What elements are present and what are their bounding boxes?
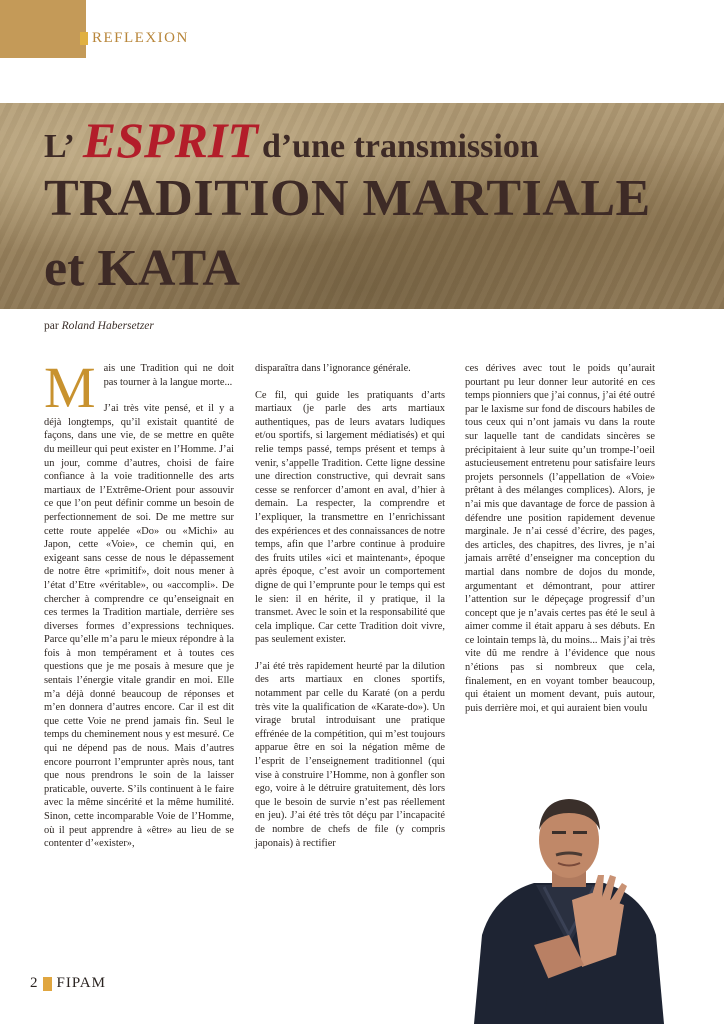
page-number: 2 — [30, 975, 39, 991]
publication-name: FIPAM — [56, 975, 106, 991]
page-footer — [30, 975, 106, 992]
title-line-1 — [44, 111, 539, 169]
section-label — [80, 30, 189, 47]
paragraph: J’ai été très rapidement heurté par la dilution des arts martiaux en clones sportifs, notamment par celle du Karaté (on a perdu très vite la qualification de «Karate-do»). Un virage brutal introduisant une pratique effrénée de la compétition, qui m’est toujours apparue être en soi la négation même de l’esprit de l’enseignement traditionnel (qui vise à construire l’Homme, non à gonfler son ego, voire à le détruire gratuitement, dès lors que le besoin de survie n’est pas réellement en jeu). J’ai été très tôt déçu par l’incapacité de nombre de chefs de file (y compris japonais) à rectifier — [255, 660, 445, 849]
paragraph: Mais une Tradition qui ne doit pas tourner à la langue morte... — [44, 355, 234, 420]
section-marker-icon — [80, 32, 88, 45]
article-column-3 — [465, 362, 655, 728]
author-photo — [474, 795, 664, 1024]
byline — [44, 320, 154, 332]
title-highlight: ESPRIT — [82, 112, 258, 168]
title-rest: d’une transmission — [261, 128, 539, 165]
footer-marker-icon — [43, 977, 52, 991]
title-line-3: et KATA — [44, 240, 240, 297]
drop-cap: M — [44, 355, 96, 420]
section-label-text: REFLEXION — [92, 30, 189, 46]
paragraph: ces dérives avec tout le poids qu’aurait pourtant pu leur donner leur autorité en ces temps pionniers que j’ai connus, j’ai été outré par le laxisme sur fond de discours habiles de tous ceux qui n’ont jamais vu dans la route sur laquelle tant de candidats sincères se précipitaient à leur suite qu’un trompe-l’oeil astucieusement entretenu pour satisfaire leurs projets personnels (l’appellation de «Voie» prêtant à des mélanges complices). Alors, je n’ai mis que davantage de force de passion à défendre une position rapidement devenue marginale. Je n’ai cessé d’écrire, des pages, des articles, des chapitres, des livres, je n’ai jamais arrêté d’enseigner ma conception du martial dans nombre de dojos du monde, argumentant et démontrant, pour attirer l’attention sur le dépeçage progressif d’un concept que je n’avais certes pas été le seul à aimer comme il était apparu à ses débuts. En ce lointain temps là, du moins... Mais j’ai très vite dû me rendre à l’évidence que nous n’étions pas si nombreux que cela, finalement, en en voyant tomber beaucoup, qui étaient un moment devant, puis autour, puis derrière moi, et qui auraient bien voulu — [465, 363, 655, 714]
paragraph: Ce fil, qui guide les pratiquants d’arts martiaux (je parle des arts martiaux authentiques, pas de leurs avatars ludiques et/ou sportifs, si largement médiatisés) et qui relie temps passé, temps présent et temps à venir, s’appelle Tradition. Cette ligne dessine une direction constructive, qui devrait sans cesse se renforcer d’amont en aval, d’hier à demain. La respecter, la comprendre et l’expliquer, la transmettre en l’enrichissant des expériences et des connaissances de notre temps, afin que l’arbre continue à produire des fruits utiles «ici et maintenant», époque après époque, c’est avoir un comportement digne de qui l’emprunte pour le temps qui est le sien: il en hérite, il y pratique, il la transmet. Avec le soin et la responsabilité que cela implique. Car cette Tradition doit vivre, pas seulement exister. — [255, 389, 445, 646]
paragraph: disparaîtra dans l’ignorance générale. — [255, 363, 411, 374]
paragraph: J’ai très vite pensé, et il y a déjà longtemps, qu’il existait quantité de façons, dans une vie, de se mettre en quête du meilleur qui peut exister en l’Homme. J’ai un jour, comme d’autres, choisi de faire confiance à la voie traditionnelle des arts martiaux de l’Extrême-Orient pour assouvir ce que l’on peut définir comme un besoin de perfectionnement de soi. De me mettre sur cette route appelée «Do» ou «Michi» au Japon, cette «Voie», ce chemin qui, en exigeant sans cesse de nous le dépassement de notre être «primitif», doit nous mener à l’état d’Etre «véritable», ou «accompli». De chercher à comprendre ce qu’enseignait en ces termes la Tradition martiale, derrière ses diverses formes d’expressions techniques. Parce qu’elle m’a paru le mieux répondre à la fois à mon tempérament et à toutes ces questions que je me posais à mesure que je sentais l’énergie vitale grandir en moi. Elle m’a déjà donné beaucoup de réponses et m’en donnera d’autres encore. Car il est dit que cette Voie ne prend jamais fin. Seul le temps du cheminement nous y est mesuré. Ce qui ne dépend pas de nous. Mais d’autres encore pourront l’emprunter après nous, tant que nous prendrons le soin de la laisser praticable, ouverte. S’ils continuent à le faire avec la même sincérité et la même humilité. Sinon, cette incomparable Voie de l’Homme, où il peut apprendre à «être» au lieu de se contenter d’«exister», — [44, 403, 234, 850]
title-prefix: L’ — [44, 128, 75, 165]
article-column-2 — [255, 362, 445, 863]
byline-prefix: par — [44, 320, 59, 332]
byline-author: Roland Habersetzer — [61, 320, 154, 332]
corner-accent-block — [0, 0, 86, 58]
title-banner — [0, 103, 724, 309]
article-column-1 — [44, 355, 234, 864]
title-line-2: TRADITION MARTIALE — [44, 170, 651, 227]
